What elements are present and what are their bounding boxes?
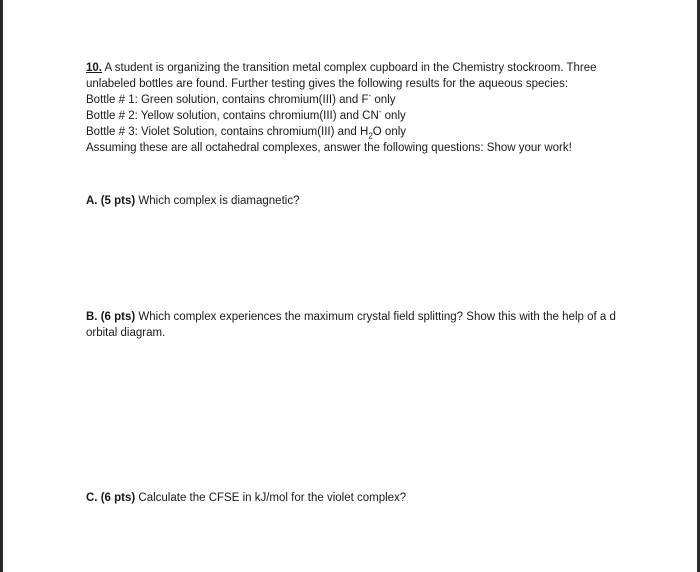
- bottle-2-label: Bottle # 2:: [86, 110, 138, 122]
- bottle-1-suffix: only: [371, 94, 396, 106]
- bottle-2-charge: -: [378, 107, 382, 117]
- part-c: [86, 490, 616, 506]
- bottle-2: [86, 108, 631, 124]
- bottle-1-charge: -: [368, 91, 372, 101]
- part-a: [86, 193, 616, 209]
- bottle-3: [86, 124, 631, 140]
- bottle-1-text: Green solution, contains chromium(III) and F: [137, 94, 369, 106]
- question-block: [86, 60, 631, 156]
- part-b-text: Which complex experiences the maximum crystal field splitting? Show this with the help of a d orbital diagram.: [86, 311, 616, 339]
- question-number: 10.: [86, 62, 102, 74]
- bottle-3-subscript: 2: [368, 131, 373, 141]
- part-c-line: [86, 490, 616, 506]
- bottle-2-text: Yellow solution, contains chromium(III) and CN: [137, 110, 379, 122]
- bottle-3-label: Bottle # 3:: [86, 126, 138, 138]
- bottle-1: [86, 92, 631, 108]
- part-a-text: Which complex is diamagnetic?: [135, 195, 300, 207]
- bottle-2-suffix: only: [381, 110, 406, 122]
- part-a-label: A. (5 pts): [86, 195, 136, 207]
- part-a-line: [86, 193, 616, 209]
- question-intro: [86, 60, 631, 92]
- bottle-3-suffix: O only: [372, 126, 407, 138]
- part-c-label: C. (6 pts): [86, 492, 136, 504]
- bottle-1-label: Bottle # 1:: [86, 94, 138, 106]
- part-b: [86, 309, 616, 341]
- part-b-label: B. (6 pts): [86, 311, 136, 323]
- assumption-text: Assuming these are all octahedral complexes, answer the following questions: Show your work!: [86, 142, 572, 154]
- bottle-3-text: Violet Solution, contains chromium(III) and H: [137, 126, 369, 138]
- part-c-text: Calculate the CFSE in kJ/mol for the violet complex?: [135, 492, 407, 504]
- question-intro-text: A student is organizing the transition metal complex cupboard in the Chemistry stockroom. Three unlabeled bottles are found. Further testing gives the following results for the aqueous species:: [86, 62, 597, 90]
- left-page-edge: [0, 0, 3, 572]
- part-b-line: [86, 309, 616, 341]
